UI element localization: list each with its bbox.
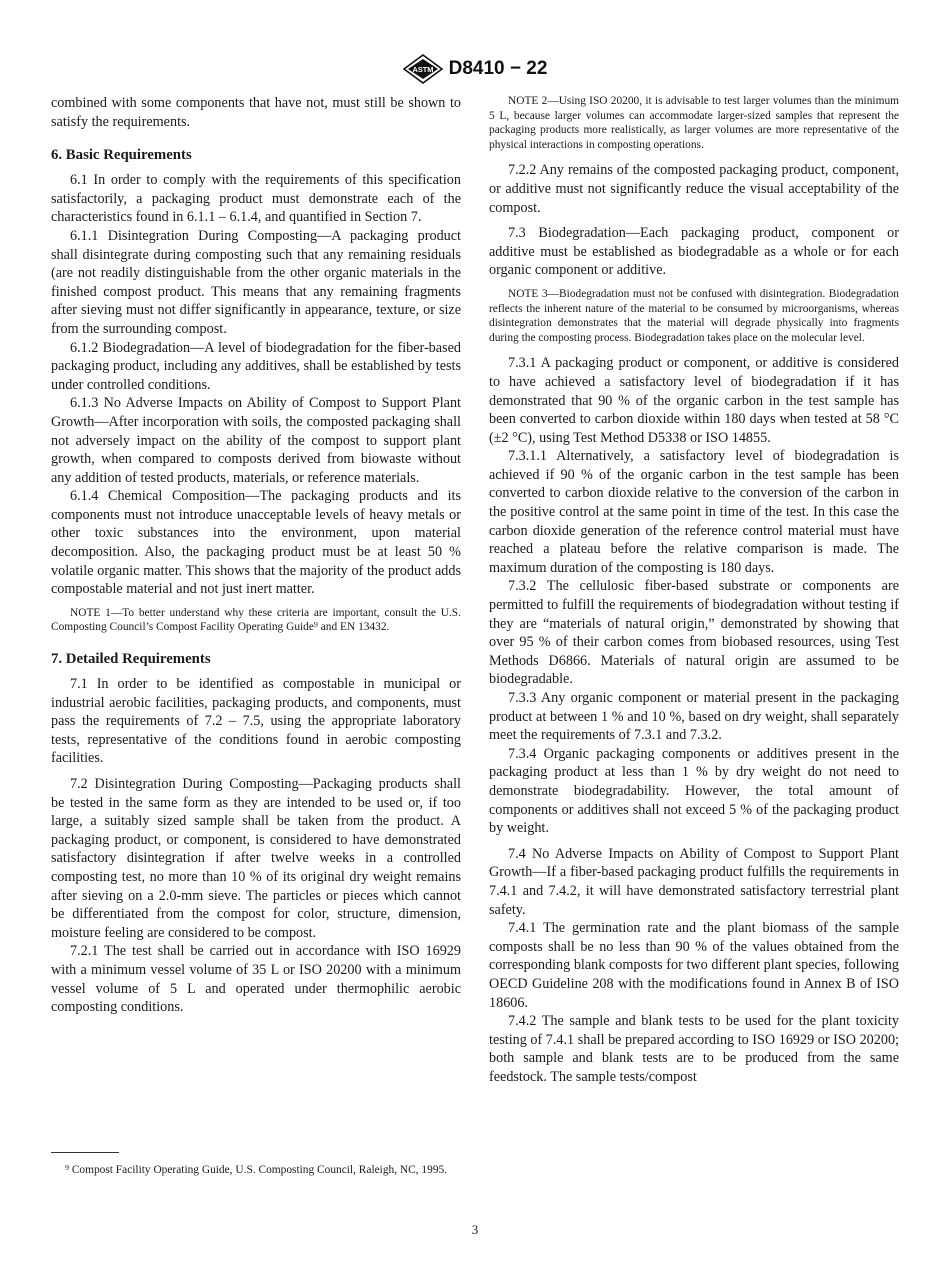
- page-number: 3: [471, 1222, 479, 1237]
- paragraph-7-1: 7.1 In order to be identified as compostable in municipal or industrial aerobic facilities, packaging products, and components, must pass the requirements of 7.2 – 7.5, using the appropriate laboratory tests, representative of the conditions found in aerobic composting facilities.: [51, 676, 461, 767]
- paragraph-7-2-1: 7.2.1 The test shall be carried out in accordance with ISO 16929 with a minimum vessel volume of 35 L or ISO 20200 with a minimum vessel volume of 5 L and operated under thermophilic aerobic composting conditions.: [51, 943, 461, 1016]
- right-column: [489, 94, 899, 1086]
- page-header: [0, 52, 950, 86]
- paragraph-6-1-2: 6.1.2 Biodegradation—A level of biodegradation for the fiber-based packaging product, including any additives, shall be established by tests under controlled conditions.: [51, 339, 461, 393]
- paragraph-6-1-1: 6.1.1 Disintegration During Composting—A packaging product shall disintegrate during composting such that any remaining residuals (are not readily distinguishable from the other organic materials in the finished compost product. This means that any remaining fragments after sieving must not differ significantly in appearance, texture, or size from the surrounding compost.: [51, 227, 461, 337]
- footnote-9: ⁹ Compost Facility Operating Guide, U.S. Composting Council, Raleigh, NC, 1995.: [65, 1164, 448, 1176]
- paragraph-7-3: 7.3 Biodegradation—Each packaging product, component or additive must be established as biodegradable as a whole or for each organic component or additive.: [489, 225, 899, 279]
- paragraph-7-4-2: 7.4.2 The sample and blank tests to be used for the plant toxicity testing of 7.4.1 shall be prepared according to ISO 16929 or ISO 20200; both sample and blank tests are to be produced from the same feedstock. The sample tests/compost: [489, 1013, 899, 1085]
- note-3: NOTE 3—Biodegradation must not be confused with disintegration. Biodegradation reflects the inherent nature of the material to be consumed by microorganisms, whereas disintegration demonstrates that the material will degrade physically into fragments during the composting process. Biodegradation takes place on the molecular level.: [489, 287, 899, 344]
- section-7-heading: 7. Detailed Requirements: [51, 651, 211, 668]
- section-6-heading: 6. Basic Requirements: [51, 147, 192, 164]
- paragraph-7-3-1: 7.3.1 A packaging product or component, or additive is considered to have achieved a satisfactory level of biodegradation if it has demonstrated that 90 % of the organic carbon in the test sample has been converted to carbon dioxide within 180 days when tested at 58 °C (±2 °C), using Test Method D5338 or ISO 14855.: [489, 355, 899, 446]
- paragraph-continuation: combined with some components that have not, must still be shown to satisfy the requirements.: [51, 95, 461, 130]
- note-2: NOTE 2—Using ISO 20200, it is advisable to test larger volumes than the minimum 5 L, because larger volumes can accommodate larger-sized samples that represent the packaging products more realistically, as larger volumes are more representative of the physical interactions in composting operations.: [489, 95, 899, 151]
- paragraph-7-3-1-1: 7.3.1.1 Alternatively, a satisfactory level of biodegradation is achieved if 90 % of the organic carbon in the test sample has been converted to carbon dioxide relative to the conversion of the carbon in the positive control at the same point in time of the test. In this case the carbon dioxide generation of the reference control material must have reached a plateau before the relative comparison is made. The maximum duration of the composting is 180 days.: [489, 448, 899, 576]
- paragraph-7-3-3: 7.3.3 Any organic component or material present in the packaging product at between 1 % and 10 %, based on dry weight, shall separately meet the requirements of 7.3.1 and 7.3.2.: [489, 690, 899, 744]
- paragraph-6-1-3: 6.1.3 No Adverse Impacts on Ability of Compost to Support Plant Growth—After incorporation with soils, the composted packaging shall not adversely impact on the ability of the compost to support plant growth, when compared to composts derived from biowaste without any addition of tested products, materials, or reference materials.: [51, 395, 461, 486]
- paragraph-7-3-2: 7.3.2 The cellulosic fiber-based substrate or components are permitted to fulfill the requirements of biodegradation without testing if they are “materials of natural origin,” demonstrated by showing that over 95 % of their carbon comes from biobased resources, using Test Methods D6866. Materials of natural origin are assumed to be biodegradable.: [489, 578, 899, 688]
- note-1: NOTE 1—To better understand why these criteria are important, consult the U.S. Composting Council’s Compost Facility Operating Guide⁹ and EN 13432.: [51, 606, 461, 634]
- left-column: [51, 94, 461, 1017]
- paragraph-7-2: 7.2 Disintegration During Composting—Packaging products shall be tested in the same form as they are intended to be used or, if too large, a suitably sized sample shall be taken from the product. A packaging product, or component, is considered to have demonstrated satisfactory disintegration if after twelve weeks in a controlled composting test, no more than 10 % of its original dry weight remains after sieving on a 2.0-mm sieve. The particles or pieces which cannot be differentiated from the compost for color, structure, dimension, moisture feeling are considered to be compost.: [51, 776, 461, 941]
- paragraph-7-3-4: 7.3.4 Organic packaging components or additives present in the packaging product at less than 1 % by dry weight do not need to demonstrate biodegradability. However, the total amount of components or additives shall not exceed 5 % of the packaging product by weight.: [489, 745, 899, 837]
- paragraph-7-2-2: 7.2.2 Any remains of the composted packaging product, component, or additive must not significantly reduce the visual acceptability of the compost.: [489, 162, 899, 216]
- paragraph-7-4: 7.4 No Adverse Impacts on Ability of Compost to Support Plant Growth—If a fiber-based packaging product fulfills the requirements in 7.4.1 and 7.4.2, it will have demonstrated satisfactory terrestrial plant safety.: [489, 845, 899, 918]
- paragraph-6-1-4: 6.1.4 Chemical Composition—The packaging products and its components must not introduce unacceptable levels of heavy metals or other toxic substances into the environment, upon material decomposition. Also, the packaging product must be at least 50 % volatile organic matter. This shows that the majority of the product adds compostable material and not just inert matter.: [51, 488, 461, 598]
- footnote-divider: [51, 1152, 119, 1153]
- paragraph-7-4-1: 7.4.1 The germination rate and the plant biomass of the sample composts shall be no less than 90 % of the values obtained from the corresponding blank composts for two different plant species, following OECD Guideline 208 with the modifications found in Annex B of ISO 18606.: [489, 920, 899, 1011]
- astm-logo-icon: [403, 54, 443, 84]
- logo-lettering: ASTM: [412, 65, 434, 75]
- paragraph-6-1: 6.1 In order to comply with the requirements of this specification satisfactorily, a packaging product must demonstrate each of the characteristics found in 6.1.1 – 6.1.4, and quantified in Section 7.: [51, 172, 461, 226]
- document-designation: D8410 − 22: [448, 58, 548, 79]
